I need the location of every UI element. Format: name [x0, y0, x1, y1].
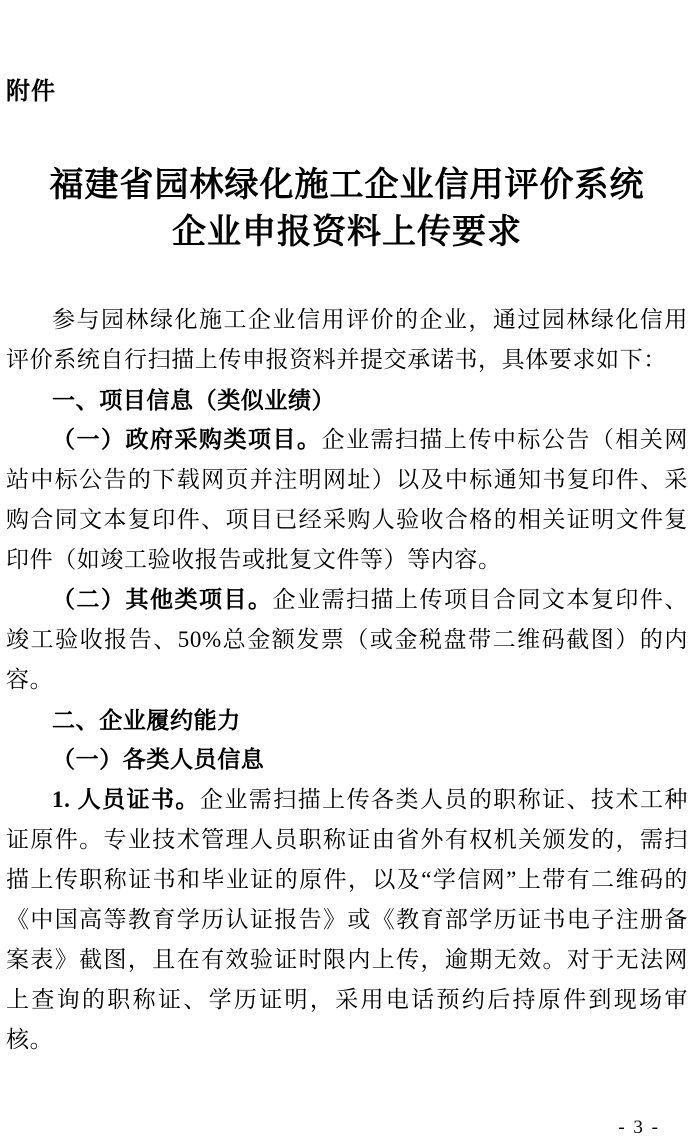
paragraph-other-projects — [6, 580, 688, 700]
personnel-certificates-lead: 1. 人员证书。 — [52, 787, 200, 812]
title-line-1: 福建省园林绿化施工企业信用评价系统 — [49, 167, 645, 204]
page-number: - 3 - — [618, 1117, 660, 1138]
paragraph-personnel-certificates — [6, 780, 688, 1060]
personnel-certificates-text: 企业需扫描上传各类人员的职称证、技术工种证原件。专业技术管理人员职称证由省外有权机关颁发的，需扫描上传职称证书和毕业证的原件，以及“学信网”上带有二维码的《中国高等教育学历认证报告》或《教育部学历证书电子注册备案表》截图，且在有效验证时限内上传，逾期无效。对于无法网上查询的职称证、学历证明，采用电话预约后持原件到现场审核。 — [6, 787, 688, 1052]
other-projects-lead: （二）其他类项目。 — [52, 587, 273, 612]
gov-procurement-lead: （一）政府采购类项目。 — [52, 427, 322, 452]
other-projects-text: 企业需扫描上传项目合同文本复印件、竣工验收报告、50%总金额发票（或金税盘带二维码截图）的内容。 — [6, 587, 688, 692]
title-line-2: 企业申报资料上传要求 — [172, 214, 522, 251]
document-body — [6, 300, 688, 1060]
paragraph-gov-procurement — [6, 420, 688, 580]
section-1-heading: 一、项目信息（类似业绩） — [52, 387, 336, 413]
attachment-label: 附件 — [6, 78, 56, 105]
subsection-2-1-heading: （一）各类人员信息 — [52, 747, 265, 772]
section-2-heading: 二、企业履约能力 — [52, 707, 241, 733]
paragraph-intro: 参与园林绿化施工企业信用评价的企业，通过园林绿化信用评价系统自行扫描上传申报资料并提交承诺书，具体要求如下： — [6, 307, 688, 372]
gov-procurement-text: 企业需扫描上传中标公告（相关网站中标公告的下载网页并注明网址）以及中标通知书复印件、采购合同文本复印件、项目已经采购人验收合格的相关证明文件复印件（如竣工验收报告或批复文件等）等内容。 — [6, 427, 688, 572]
document-title — [6, 162, 688, 256]
